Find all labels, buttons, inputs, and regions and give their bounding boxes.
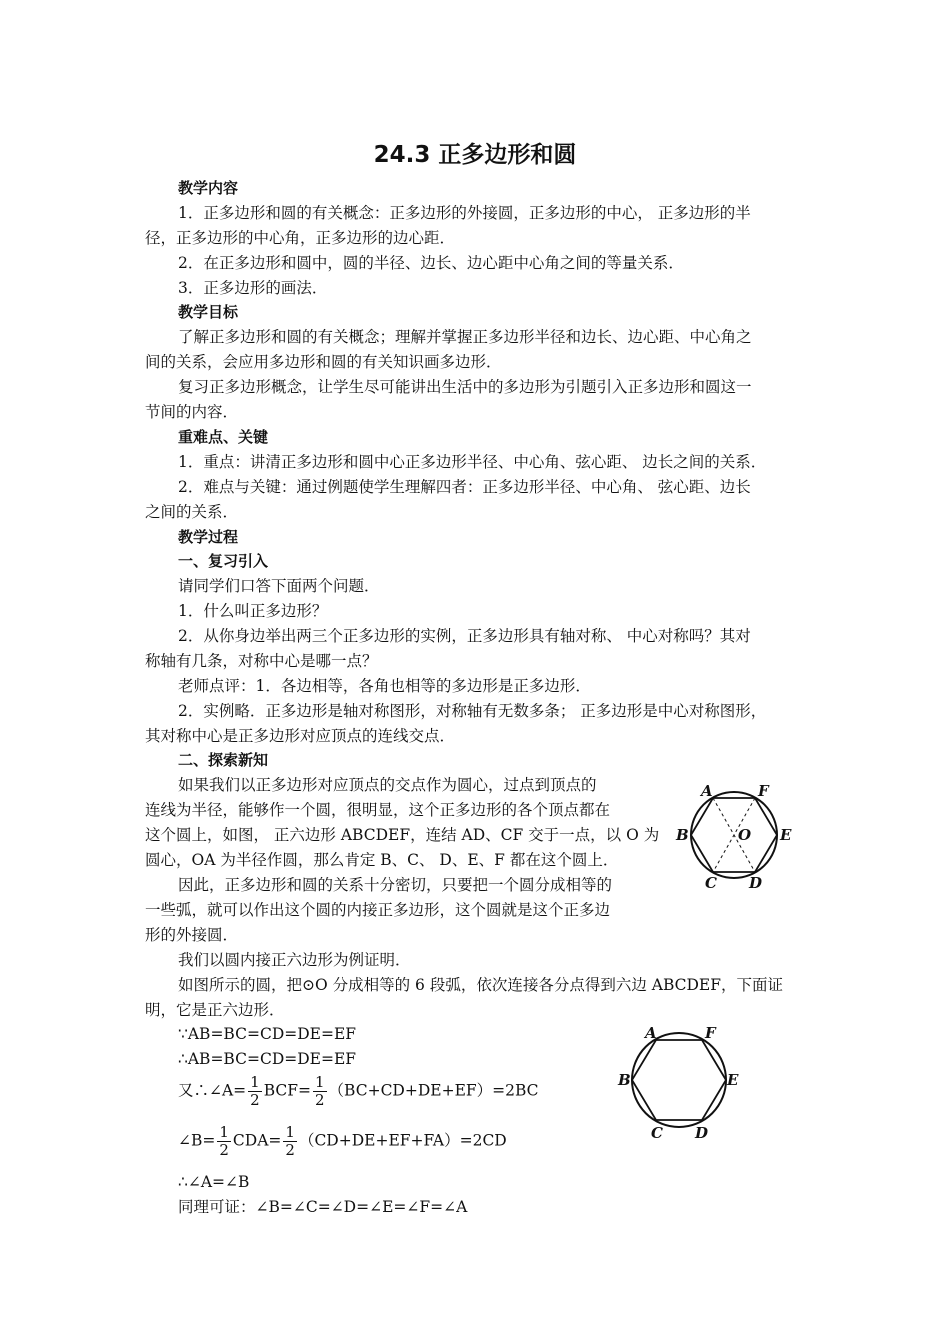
text-line: 2．难点与关键：通过例题使学生理解四者：正多边形半径、中心角、 弦心距、边长 [178, 478, 751, 496]
section-heading: 教学内容 [178, 179, 239, 197]
hexagon-figure-2 [615, 1023, 755, 1145]
label-e: E [727, 1071, 739, 1089]
text-line: 1．正多边形和圆的有关概念：正多边形的外接圆，正多边形的中心， 正多边形的半 [178, 204, 751, 222]
text-line: 其对称中心是正多边形对应顶点的连线交点． [145, 727, 456, 745]
text-line: 2．实例略．正多边形是轴对称图形，对称轴有无数多条； 正多边形是中心对称图形， [178, 702, 767, 720]
eq-text: （BC+CD+DE+EF）=2BC [328, 1081, 539, 1100]
text-line: 2．从你身边举出两三个正多边形的实例，正多边形具有轴对称、 中心对称吗？其对 [178, 627, 751, 645]
text-line: 3．正多边形的画法． [178, 279, 328, 297]
equation-angle-b [178, 1124, 507, 1159]
eq-text: 又∴∠A= [178, 1081, 247, 1100]
label-a: A [645, 1024, 657, 1042]
text-line: 因此，正多边形和圆的关系十分密切，只要把一个圆分成相等的 [178, 876, 613, 894]
label-f: F [758, 782, 769, 800]
text-line: 1．重点：讲清正多边形和圆中心正多边形半径、中心角、弦心距、 边长之间的关系． [178, 453, 767, 471]
text-line: 老师点评：1．各边相等，各角也相等的多边形是正多边形． [178, 677, 591, 695]
section-heading: 教学过程 [178, 528, 239, 546]
text-line: 间的关系，会应用多边形和圆的有关知识画多边形． [145, 353, 502, 371]
hexagon [632, 1040, 726, 1120]
text-line: 形的外接圆． [145, 926, 239, 944]
label-d: D [749, 874, 763, 892]
label-c: C [651, 1124, 663, 1142]
section-heading: 一、复习引入 [178, 552, 269, 570]
text-line: 称轴有几条，对称中心是哪一点？ [145, 652, 378, 670]
text-line: 连线为半径，能够作一个圆，很明显，这个正多边形的各个顶点都在 [145, 801, 611, 819]
section-heading: 二、探索新知 [178, 751, 269, 769]
circumcircle [632, 1033, 726, 1127]
text-line: 1．什么叫正多边形？ [178, 602, 328, 620]
text-line: 节间的内容． [145, 403, 239, 421]
fraction: $\frac{1}{2}$ [315, 1073, 325, 1109]
text-line: 明，它是正六边形． [145, 1001, 285, 1019]
label-b: B [676, 826, 689, 844]
eq-text: CDA= [232, 1131, 282, 1150]
text-line: 2．在正多边形和圆中，圆的半径、边长、边心距中心角之间的等量关系． [178, 254, 684, 272]
fraction: $\frac{1}{2}$ [219, 1123, 229, 1159]
text-line: 复习正多边形概念，让学生尽可能讲出生活中的多边形为引题引入正多边形和圆这一 [178, 378, 752, 396]
fraction: $\frac{1}{2}$ [250, 1073, 260, 1109]
section-heading: 重难点、关键 [178, 428, 269, 446]
text-line: 这个圆上，如图， 正六边形 ABCDEF，连结 AD、CF 交于一点，以 O 为 [145, 826, 660, 844]
fraction: $\frac{1}{2}$ [285, 1123, 295, 1159]
eq-text: （CD+DE+EF+FA）=2CD [298, 1131, 507, 1150]
text-line: ∵AB=BC=CD=DE=EF [178, 1025, 357, 1043]
eq-text: ∠B= [178, 1131, 216, 1150]
text-line: 一些弧，就可以作出这个圆的内接正多边形，这个圆就是这个正多边 [145, 901, 611, 919]
text-line: 我们以圆内接正六边形为例证明． [178, 951, 411, 969]
eq-text: BCF= [263, 1081, 311, 1100]
page-title: 24.3 正多边形和圆 [373, 142, 577, 168]
text-line: 径，正多边形的中心角，正多边形的边心距． [145, 229, 456, 247]
text-line: ∴∠A=∠B [178, 1173, 250, 1191]
section-heading: 教学目标 [178, 303, 239, 321]
label-d: D [695, 1124, 709, 1142]
hexagon-figure-1 [670, 782, 800, 894]
equation-angle-a [178, 1074, 539, 1109]
text-line: 之间的关系． [145, 503, 239, 521]
label-c: C [705, 874, 717, 892]
text-line: 了解正多边形和圆的有关概念；理解并掌握正多边形半径和边长、边心距、中心角之 [178, 328, 752, 346]
label-a: A [701, 782, 713, 800]
text-line: 同理可证：∠B=∠C=∠D=∠E=∠F=∠A [178, 1198, 468, 1216]
text-line: ∴AB=BC=CD=DE=EF [178, 1050, 357, 1068]
text-line: 请同学们口答下面两个问题． [178, 577, 380, 595]
text-line: 圆心，OA 为半径作圆，那么肯定 B、C、 D、E、F 都在这个圆上． [145, 851, 619, 869]
label-e: E [780, 826, 792, 844]
text-line: 如果我们以正多边形对应顶点的交点作为圆心，过点到顶点的 [178, 776, 597, 794]
label-b: B [618, 1071, 631, 1089]
label-f: F [705, 1024, 716, 1042]
label-o: O [738, 826, 752, 844]
text-line: 如图所示的圆，把⊙O 分成相等的 6 段弧，依次连接各分点得到六边 ABCDEF，下面证 [178, 976, 783, 994]
